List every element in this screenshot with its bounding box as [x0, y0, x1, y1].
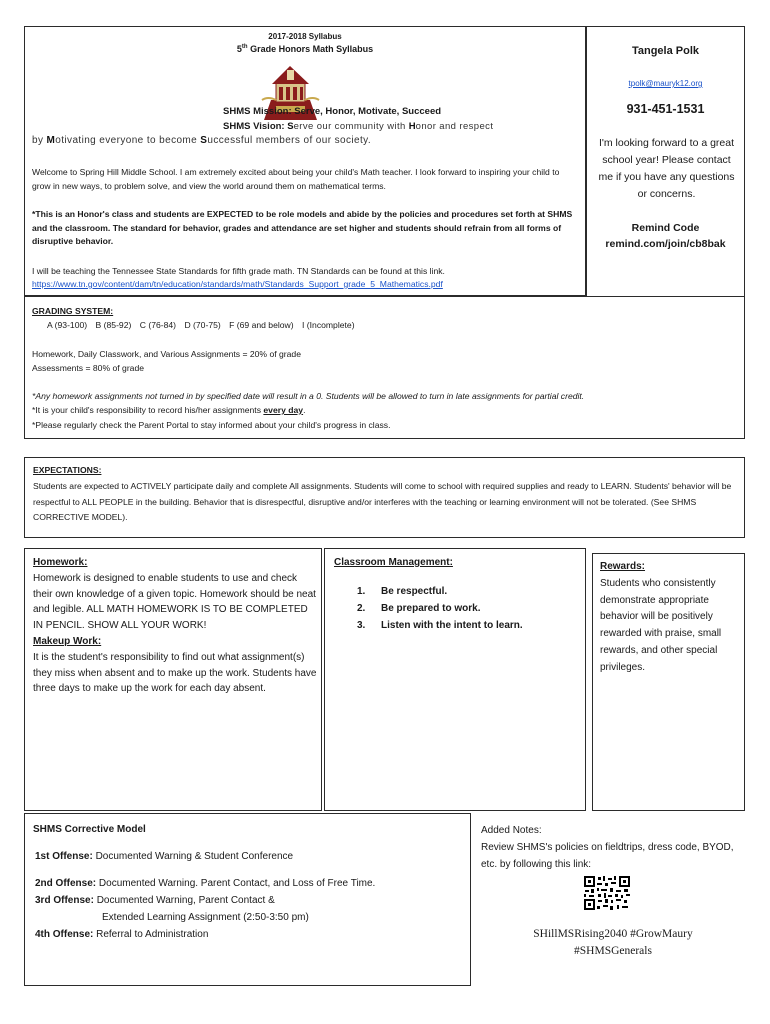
third-offense: 3rd Offense: Documented Warning, Parent Contact & — [35, 895, 275, 906]
classroom-management-title: Classroom Management: — [334, 557, 453, 568]
standards-link[interactable]: https://www.tn.gov/content/dam/tn/education/standards/math/Standards_Support_grade_5_Mathematics.pdf — [32, 279, 443, 289]
third-offense-continued: Extended Learning Assignment (2:50-3:50 pm) — [102, 912, 309, 923]
homework-title: Homework: — [33, 557, 88, 568]
classroom-rule: 2. Be prepared to work. — [357, 603, 481, 614]
rewards-title: Rewards: — [600, 561, 646, 572]
school-vision-line-1: SHMS Vision: Serve our community with Honor and respect — [223, 121, 494, 132]
classroom-rules-list — [357, 583, 523, 634]
grade-c: C (76-84) — [139, 320, 177, 330]
qr-code-icon[interactable] — [583, 875, 631, 911]
expectations-box — [24, 457, 745, 538]
classroom-management-box — [324, 548, 586, 811]
school-hashtags — [481, 926, 745, 960]
honors-class-note: *This is an Honor's class and students are EXPECTED to be role models and abide by the policies and procedures set forth at SHMS and the classroom. The standard for behavior, grades and attendance are set higher and students should refrain from all forms of disruptive behavior. — [32, 209, 573, 246]
grade-b: B (85-92) — [95, 320, 132, 330]
homework-box — [24, 548, 322, 811]
classroom-rule: 1. Be respectful. — [357, 586, 448, 597]
expectations-body: Students are expected to ACTIVELY participate daily and complete All assignments. Students will come to school with required supplies and ready to LEARN. Students' behavior will be respectful to ALL PEOPLE in the building. Behavior that is disrespectful, disruptive and/or interferes with the teaching or learning environment will not be tolerated. (See SHMS CORRECTIVE MODEL). — [33, 481, 732, 522]
grading-system-title: GRADING SYSTEM: — [32, 306, 114, 316]
remind-code-label: Remind Code — [631, 222, 700, 234]
added-notes — [481, 822, 745, 873]
grade-d: D (70-75) — [184, 320, 221, 330]
grading-system-box — [24, 296, 745, 439]
teacher-name: Tangela Polk — [631, 45, 700, 57]
rewards-box — [592, 553, 745, 811]
assessment-weight: Assessments = 80% of grade — [32, 363, 145, 373]
corrective-model-title: SHMS Corrective Model — [33, 824, 146, 835]
school-vision-line-2: by Motivating everyone to become Successful members of our society. — [32, 135, 371, 146]
homework-weight: Homework, Daily Classwork, and Various Assignments = 20% of grade — [32, 349, 301, 359]
parent-portal-note: *Please regularly check the Parent Portal to stay informed about your child's progress in class. — [32, 420, 391, 430]
added-notes-title: Added Notes: — [481, 825, 542, 836]
teacher-phone: 931-451-1531 — [626, 102, 705, 116]
grade-f: F (69 and below) — [229, 320, 294, 330]
first-offense: 1st Offense: Documented Warning & Student Conference — [35, 851, 294, 862]
grade-a: A (93-100) — [47, 320, 88, 330]
responsibility-note: *It is your child's responsibility to record his/her assignments every day. — [32, 405, 306, 415]
grading-scale — [47, 320, 361, 330]
corrective-model-box — [24, 813, 471, 986]
makeup-work-title: Makeup Work: — [33, 635, 102, 647]
fourth-offense: 4th Offense: Referral to Administration — [35, 929, 209, 940]
homework-body: Homework is designed to enable students to use and check their own knowledge of a given topic. Homework should be neat and legible. ALL MATH HOMEWORK IS TO BE COMPLETED IN PENCIL. SHOW ALL YOUR WORK! — [33, 572, 316, 632]
grade-incomplete: I (Incomplete) — [302, 320, 355, 330]
teacher-message: I'm looking forward to a great school year! Please contact me if you have any questions or concerns. — [598, 137, 735, 200]
second-offense: 2nd Offense: Documented Warning. Parent Contact, and Loss of Free Time. — [35, 878, 376, 889]
expectations-title: EXPECTATIONS: — [33, 465, 102, 475]
syllabus-title: 5th Grade Honors Math Syllabus — [236, 44, 374, 54]
syllabus-year: 2017-2018 Syllabus — [268, 32, 342, 41]
remind-code-url: remind.com/join/cb8bak — [605, 238, 726, 250]
teacher-email-link[interactable]: tpolk@mauryk12.org — [628, 79, 703, 88]
makeup-work-body: It is the student's responsibility to find out what assignment(s) they miss when absent and to make up the work. Students have three days to make up the work for each day absent. — [33, 651, 317, 695]
late-policy: *Any homework assignments not turned in by specified date will result in a 0. Students will be allowed to turn in late assignments for partial credit. — [32, 391, 585, 401]
classroom-rule: 3. Listen with the intent to learn. — [357, 620, 523, 631]
rewards-body: Students who consistently demonstrate appropriate behavior will be positively rewarded with praise, small rewards, and other special privileges. — [600, 577, 722, 673]
hashtag-line-2: #SHMSGenerals — [574, 945, 652, 957]
syllabus-header-box — [24, 26, 586, 296]
standards-paragraph: I will be teaching the Tennessee State Standards for fifth grade math. TN Standards can be found at this link. — [32, 266, 445, 276]
teacher-contact-box — [586, 26, 745, 302]
school-mission: SHMS Mission: Serve, Honor, Motivate, Succeed — [223, 106, 442, 117]
hashtag-line-1: SHillMSRising2040 #GrowMaury — [533, 928, 693, 940]
welcome-paragraph: Welcome to Spring Hill Middle School. I am extremely excited about being your child's Math teacher. I look forward to inspiring your child to grow in new ways, to problem solve, and view the world around them on mathematical terms. — [32, 167, 560, 191]
added-notes-body: Review SHMS's policies on fieldtrips, dress code, BYOD, etc. by following this link: — [481, 842, 734, 870]
